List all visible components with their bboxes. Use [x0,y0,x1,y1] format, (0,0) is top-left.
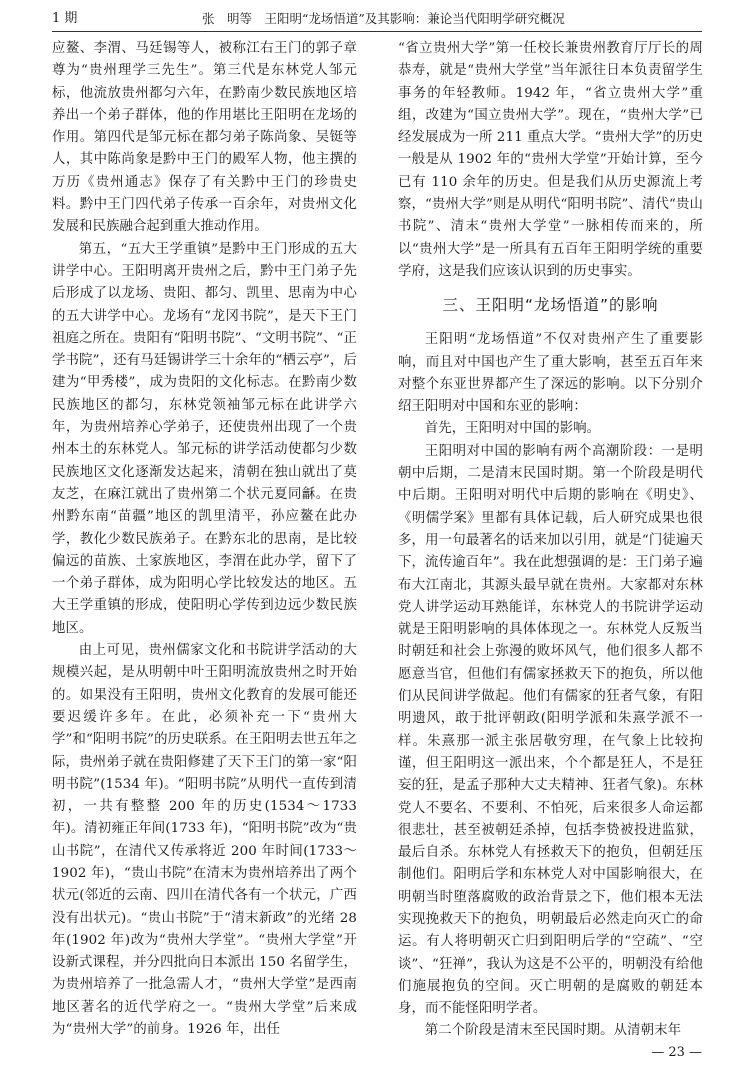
right-column [398,38,703,1043]
paragraph: 首先，王阳明对中国的影响。 [424,421,601,437]
paragraph: 第五，“五大王学重镇”是黔中王门形成的五大讲学中心。王阳明离开贵州之后，黔中王门弟子先后形成了以龙场、贵阳、都匀、凯里、思南为中心的五大讲学中心。龙场有“龙冈书院”，是天下王门祖庭之所在。贵阳有“阳明书院”、“文明书院”、“正学书院”，还有马廷锡讲学三十余年的“栖云亭”，后建为“甲秀楼”，成为贵阳的文化标志。在黔南少数民族地区的都匀，东林党领袖邹元标在此讲学六年，为贵州培养心学弟子，还使贵州出现了一个贵州本土的东林党人。邹元标的讲学活动使都匀少数民族地区文化逐渐发达起来，清朝在独山就出了莫友芝，在麻江就出了贵州第二个状元夏同龢。在贵州黔东南“苗疆”地区的凯里清平，孙应鳌在此办学，教化少数民族弟子。在黔东北的思南，是比较偏远的苗族、土家族地区，李渭在此办学，留下了一个弟子群体，成为阳明心学比较发达的地区。五大王学重镇的形成，使阳明心学传到边远少数民族地区。 [52,241,357,636]
running-title: 张 明等 王阳明“龙场悟道”及其影响：兼论当代阳明学研究概况 [202,11,565,26]
section-heading: 三、王阳明“龙场悟道”的影响 [442,296,659,315]
header-rule [52,31,702,32]
issue-label: 1 期 [52,11,78,26]
paragraph: 王阳明对中国的影响有两个高潮阶段：一是明朝中后期，二是清末民国时期。第一个阶段是明代中后期。王阳明对明代中后期的影响在《明史》、《明儒学案》里都有具体记载，后人研究成果也很多，用一句最著名的话来加以引用，就是“门徒遍天下，流传逾百年”。我在此想强调的是：王门弟子遍布大江南北，其源头最早就在贵州。大家都对东林党人讲学运动耳熟能详，东林党人的书院讲学运动就是王阳明影响的具体体现之一。东林党人反叛当时朝廷和社会上弥漫的败坏风气，他们很多人都不愿意当官，但他们有儒家拯救天下的抱负，所以他们从民间讲学做起。他们有儒家的狂者气象，有阳明遗风，敢于批评朝政(阳明学派和朱熹学派不一样。朱熹那一派主张居敬穷理，在气象上比较拘谨，但王阳明这一派出来，个个都是狂人，不是狂妄的狂，是孟子那种大丈夫精神、狂者气象)。东林党人不要名、不要利、不怕死，后来很多人命运都很悲壮，甚至被朝廷杀掉，包括李贽被投进监狱，最后自杀。东林党人有拯救天下的抱负，但朝廷压制他们。阳明后学和东林党人对中国影响很大，在明朝当时堕落腐败的政治背景之下，他们根本无法实现挽救天下的抱负，明朝最后必然走向灭亡的命运。有人将明朝灭亡归到阳明后学的“空疏”、“空谈”、“狂禅”，我认为这是不公平的，明朝没有给他们施展抱负的空间。灭亡明朝的是腐败的朝廷本身，而不能怪阳明学者。 [398,443,703,1017]
paragraph: 第二个阶段是清末至民国时期。从清朝末年 [424,1023,682,1039]
paragraph: “省立贵州大学”第一任校长兼贵州教育厅厅长的周恭寿，就是“贵州大学堂”当年派往日本负责留学生事务的年轻教师。1942 年，“省立贵州大学”重组，改建为“国立贵州大学”。现在，“贵州大学”已经发展成为一所 211 重点大学。“贵州大学”的历史一般是从 1902 年的“贵州大学堂”开始计算，至今已有 110 余年的历史。但是我们从历史源流上考察，“贵州大学”则是从明代“阳明书院”、清代“贵山书院”、清末“贵州大学堂”一脉相传而来的，所以“贵州大学”是一所具有五百年王阳明学统的重要学府，这是我们应该认识到的历史事实。 [398,41,703,279]
paragraph: 应鳌、李渭、马廷锡等人，被称江右王门的郭子章尊为“贵州理学三先生”。第三代是东林党人邹元标，他流放贵州都匀六年，在黔南少数民族地区培养出一个弟子群体，他的作用堪比王阳明在龙场的作用。第四代是邹元标在都匀弟子陈尚象、吴铤等人，其中陈尚象是黔中王门的殿军人物，他主撰的万历《贵州通志》保存了有关黔中王门的珍贵史料。黔中王门四代弟子传承一百余年，对贵州文化发展和民族融合起到重大推动作用。 [52,41,357,235]
running-header [52,8,702,30]
page-number: — 23 — [651,1045,702,1060]
left-column [52,38,357,1041]
paragraph: 由上可见，贵州儒家文化和书院讲学活动的大规模兴起，是从明朝中叶王阳明流放贵州之时开始的。如果没有王阳明，贵州文化教育的发展可能还要迟缓许多年。在此，必须补充一下“贵州大学”和“阳明书院”的历史联系。在王阳明去世五年之际，贵州弟子就在贵阳修建了天下王门的第一家“阳明书院”(1534 年)。“阳明书院”从明代一直传到清初，一共有整整 200 年的历史(1534～1733 年)。清初雍正年间(1733 年)，“阳明书院”改为“贵山书院”，在清代又传承将近 200 年时间(1733～1902 年)，“贵山书院”在清末为贵州培养出了两个状元(邻近的云南、四川在清代各有一个状元，广西没有出状元)。“贵山书院”于“清末新政”的光绪 28 年(1902 年)改为“贵州大学堂”。“贵州大学堂”开设新式课程，并分四批向日本派出 150 名留学生，为贵州培养了一批急需人才，“贵州大学堂”是西南地区著名的近代学府之一。“贵州大学堂”后来成为“贵州大学”的前身。1926 年，出任 [52,643,357,1038]
paragraph: 王阳明“龙场悟道”不仅对贵州产生了重要影响，而且对中国也产生了重大影响，甚至五百年来对整个东亚世界都产生了深远的影响。以下分别介绍王阳明对中国和东亚的影响： [398,332,703,415]
